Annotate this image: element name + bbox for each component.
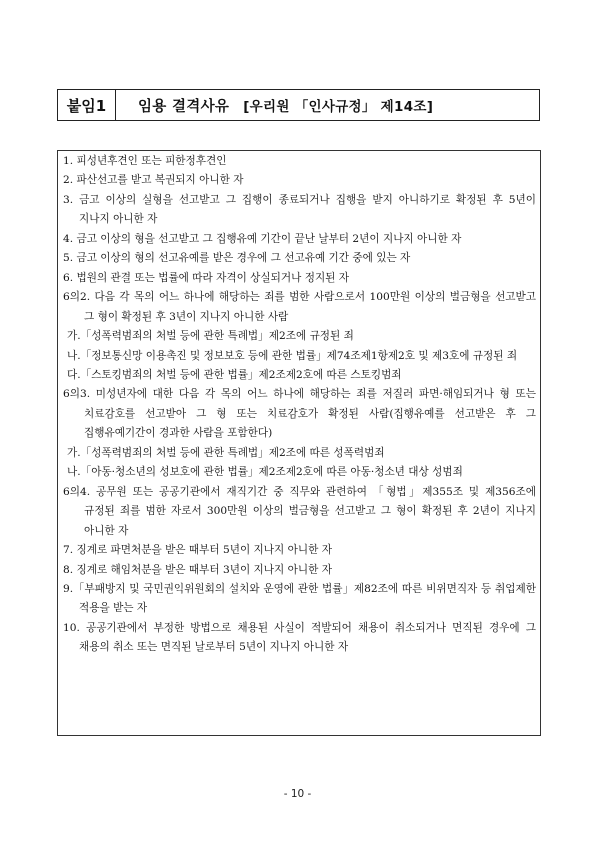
list-subitem: 가.「성폭력범죄의 처벌 등에 관한 특례법」제2조에 따른 성폭력범죄 [67, 446, 385, 459]
list-item: 5. 금고 이상의 형의 선고유예를 받은 경우에 그 선고유예 기간 중에 있는 자 [63, 252, 411, 265]
appendix-header [57, 89, 540, 121]
list-item: 6의3. 미성년자에 대한 다음 각 목의 어느 하나에 해당하는 죄를 저질러 파면·해임되거나 형 또는 치료감호를 선고받아 그 형 또는 치료감호가 확정된 사람(집행유예를 선고받은 후 그 집행유예기간이 경과한 사람을 포함한다) [63, 388, 536, 440]
list-item: 1. 피성년후견인 또는 피한정후견인 [63, 155, 227, 167]
appendix-tag: 붙임1 [58, 90, 116, 120]
page-number: - 10 - [283, 788, 312, 800]
regulation-reference: [우리원 「인사규정」 제14조] [243, 98, 434, 115]
appendix-title-text: 임용 결격사유 [138, 98, 230, 115]
list-subitem: 가.「성폭력범죄의 처벌 등에 관한 특례법」제2조에 규정된 죄 [67, 330, 354, 343]
list-item: 3. 금고 이상의 실형을 선고받고 그 집행이 종료되거나 집행을 받지 아니하기로 확정된 후 5년이 지나지 아니한 자 [63, 193, 536, 226]
appendix-title [116, 95, 433, 116]
list-item: 4. 금고 이상의 형을 선고받고 그 집행유예 기간이 끝난 날부터 2년이 지나지 아니한 자 [63, 232, 462, 245]
list-item: 7. 징계로 파면처분을 받은 때부터 5년이 지나지 아니한 자 [63, 544, 332, 557]
list-subitem: 나.「정보통신망 이용촉진 및 정보보호 등에 관한 법률」제74조제1항제2호 및 제3호에 규정된 죄 [67, 349, 518, 362]
list-item: 10. 공공기관에서 부정한 방법으로 채용된 사실이 적발되어 채용이 취소되거나 면직된 경우에 그 채용의 취소 또는 면직된 날로부터 5년이 지나지 아니한 자 [63, 621, 536, 654]
list-item: 8. 징계로 해임처분을 받은 때부터 3년이 지나지 아니한 자 [63, 563, 332, 576]
list-item: 6. 법원의 관결 또는 법률에 따라 자격이 상실되거나 정지된 자 [63, 271, 350, 284]
list-item: 6의4. 공무원 또는 공공기관에서 재직기간 중 직무와 관련하여 「형법」제355조 및 제356조에 규정된 죄를 범한 자로서 300만원 이상의 벌금형을 선고받고 그 형이 확정된 후 2년이 지나지 아니한 자 [63, 485, 536, 537]
list-subitem: 다.「스토킹범죄의 처벌 등에 관한 법률」제2조제2호에 따른 스토킹범죄 [67, 368, 402, 381]
list-item: 9.「부패방지 및 국민권익위원회의 설치와 운영에 관한 법률」제82조에 따른 비위면직자 등 취업제한 적용을 받는 자 [63, 582, 536, 615]
disqualification-list [57, 150, 541, 736]
list-item: 6의2. 다음 각 목의 어느 하나에 해당하는 죄를 범한 사람으로서 100만원 이상의 벌금형을 선고받고 그 형이 확정된 후 3년이 지나지 아니한 사람 [63, 291, 536, 323]
list-subitem: 나.「아동·청소년의 성보호에 관한 법률」제2조제2호에 따른 아동·청소년 대상 성범죄 [67, 466, 463, 479]
list-item: 2. 파산선고를 받고 복권되지 아니한 자 [63, 174, 244, 187]
